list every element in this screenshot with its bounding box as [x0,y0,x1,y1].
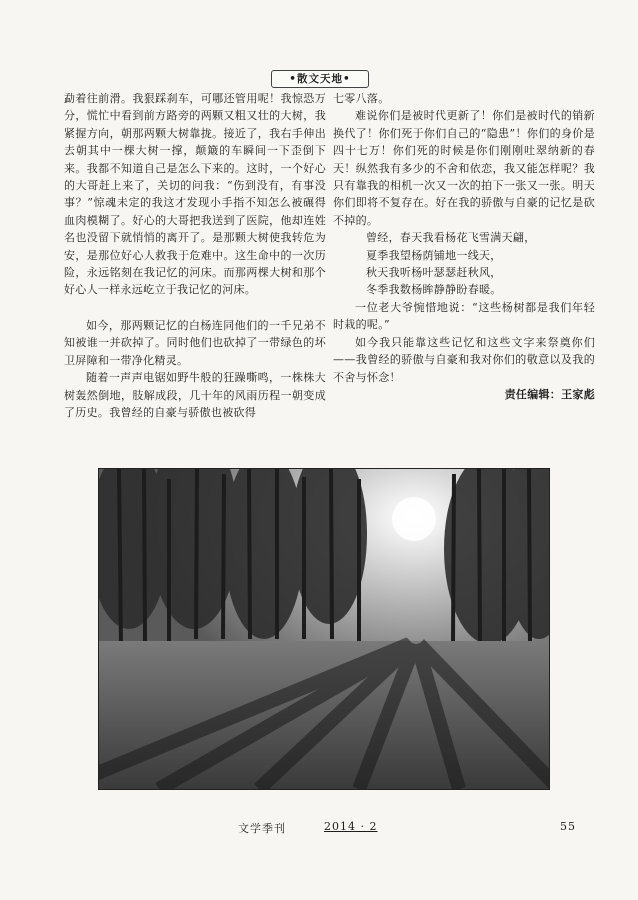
section-header: •散文天地• [271,70,369,88]
paragraph: 如今，那两颗记忆的白杨连同他们的一千兄弟不知被谁一并砍掉了。同时他们也砍掉了一带绿色的坏卫屏障和一带净化精灵。 [64,318,326,367]
paragraph: 一位老大爷惋惜地说：“这些杨树都是我们年轻时栽的呢。” [333,300,595,332]
poplar-forest-photo [98,468,550,790]
paragraph: 随着一声声电锯如野牛般的狂躁嘶鸣，一株株大树轰然倒地，肢解成段，几十年的风雨历程一朝变成了历史。我曾经的自豪与骄傲也被砍得 [64,371,326,419]
paragraph: 难说你们是被时代更新了！你们是被时代的销新换代了！你们死于你们自己的“隐患”！你们的身价是四十七万！你们死的时候是你们刚刚吐翠纳新的春天！纵然我有多少的不舍和依恋，我又能怎样呢？我只有靠我的相机一次又一次的拍下一张又一张。明天你们即将不复存在。好在我的骄傲与自豪的记忆是砍不掉的。 [333,109,595,227]
paragraph: 如今我只能靠这些记忆和这些文字来祭奠你们——我曾经的骄傲与自豪和我对你们的敬意以及我的不舍与怀念！ [333,335,595,384]
poem-line: 夏季我望杨荫铺地一线天， [366,248,502,262]
paragraph: 勐着往前滑。我狠踩刹车，可哪还管用呢！我惊恐万分，慌忙中看到前方路旁的两颗又粗又壮的大树，我紧握方向，朝那两颗大树靠拢。接近了，我右手伸出去朝其中一棵大树一撑，颠簸的车瞬间一下歪倒下来。我都不知道自己是怎么下来的。这时，一个好心的大哥赶上来了，关切的问我：“伤到没有，有事没事？”惊魂未定的我这才发现小手指不知怎么被碾得血肉模糊了。好心的大哥把我送到了医院，他却连姓名也没留下就悄悄的离开了。是那颗大树使我转危为安，是那位好心人救我于危难中。这生命中的一次历险，永远铭刻在我记忆的河床。而那两棵大树和那个好心人一样永远屹立于我记忆的河床。 [64,92,326,297]
page-footer [0,820,638,836]
paragraph: 七零八落。 [333,92,390,105]
journal-name: 文学季刊 [238,822,286,835]
article-right-column [333,90,595,403]
issue-number: 2014 · 2 [324,820,378,833]
poem-line: 冬季我数杨眸静静盼春暖。 [366,283,502,297]
poem-line: 曾经，春天我看杨花飞雪满天翩， [366,231,536,245]
poem-line: 秋天我听杨叶瑟瑟赶秋风， [366,266,502,280]
article-left-column [64,90,326,421]
editor-credit: 责任编辑：王家彪 [504,387,595,401]
photo-illustration [99,469,549,789]
page-number: 55 [560,820,576,833]
